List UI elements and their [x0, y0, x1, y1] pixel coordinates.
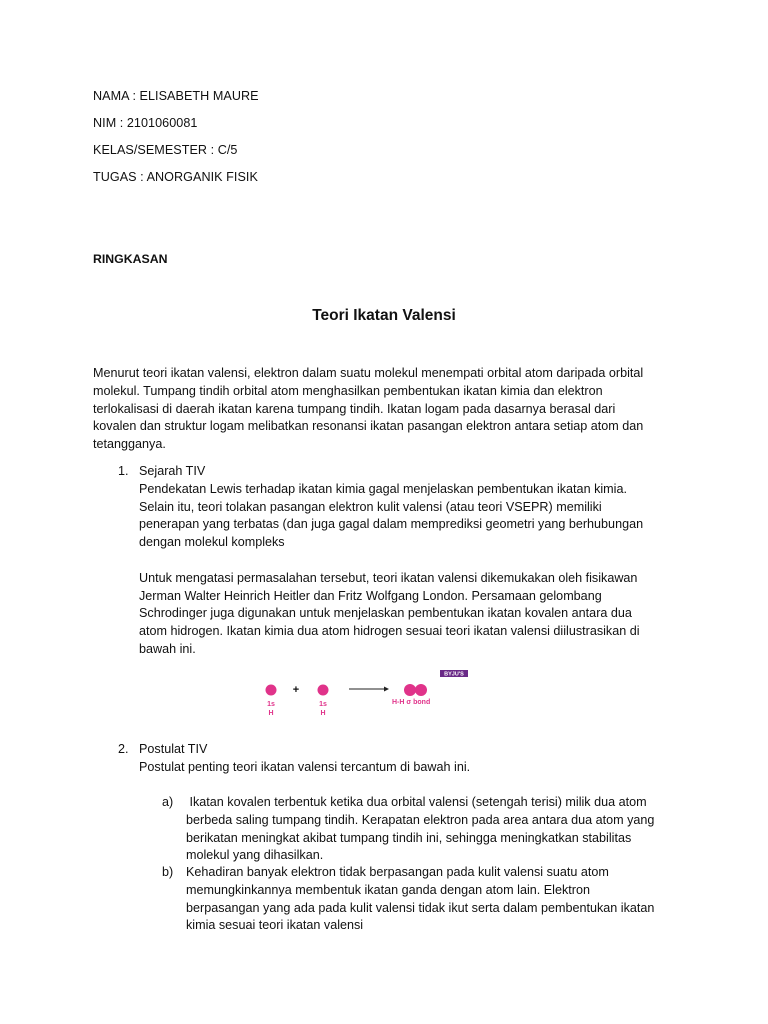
item-heading: Sejarah TIV [139, 464, 206, 478]
item-text-line: Postulat penting teori ikatan valensi tercantum di bawah ini. [139, 759, 471, 774]
item-text-line: atom hidrogen. Ikatan kimia dua atom hidrogen sesuai teori ikatan valensi diilustrasikan di [139, 624, 640, 639]
intro-line: kovalen dan struktur logam melibatkan resonansi ikatan pasangan elektron antara setiap atom dan [93, 419, 644, 434]
sub-text-line: Ikatan kovalen terbentuk ketika dua orbital valensi (setengah terisi) milik dua atom [186, 795, 647, 809]
item-text-line: Untuk mengatasi permasalahan tersebut, teori ikatan valensi dikemukakan oleh fisikawan [139, 570, 638, 585]
atom-1-orbital [266, 685, 277, 696]
item-text-line: Schrodinger juga digunakan untuk menjelaskan pembentukan ikatan kovalen antara dua [139, 606, 632, 621]
item-text-line: Pendekatan Lewis terhadap ikatan kimia gagal menjelaskan pembentukan ikatan kimia. [139, 481, 627, 496]
reaction-arrow [349, 687, 389, 692]
sigma-bond-label: H-H σ bond [392, 699, 431, 706]
list-number-1: 1. [118, 464, 129, 478]
section-heading: RINGKASAN [93, 252, 168, 266]
item-text-line: bawah ini. [139, 641, 196, 656]
bonded-atom-2 [415, 684, 427, 696]
sub-text-line: Kehadiran banyak elektron tidak berpasangan pada kulit valensi suatu atom [186, 865, 609, 879]
item-heading: Postulat TIV [139, 742, 208, 756]
atom-2-orbital [318, 685, 329, 696]
bonded-atom-1 [404, 684, 416, 696]
sub-marker-b: b) [162, 865, 174, 879]
logo-text: BYJU'S [444, 671, 464, 678]
blank-line [139, 552, 699, 570]
sub-marker-a: a) [162, 795, 174, 809]
intro-line: molekul. Tumpang tindih orbital atom menghasilkan pembentukan ikatan kimia dan elektron [93, 383, 603, 398]
sub-item-b [186, 864, 706, 935]
plus-sign: + [292, 684, 300, 696]
list-item-postulat [139, 741, 699, 777]
item-text-line: penerapan yang terbatas (dan juga gagal dalam memprediksi geometri yang berhubungan [139, 517, 644, 532]
sub-text-line: berpasangan yang ada pada kulit valensi tidak ikut serta dalam pembentukan ikatan [186, 900, 655, 915]
atom-2-orbital-label: 1s [319, 701, 327, 708]
list-number-2: 2. [118, 742, 129, 756]
atom-1-symbol: H [268, 710, 274, 717]
list-item-sejarah [139, 463, 699, 659]
student-name: NAMA : ELISABETH MAURE [93, 89, 259, 103]
class-semester: KELAS/SEMESTER : C/5 [93, 143, 238, 157]
atom-1-orbital-label: 1s [267, 701, 275, 708]
sub-text-line: berbeda saling tumpang tindih. Kerapatan elektron pada area antara dua atom yang [186, 812, 655, 827]
assignment: TUGAS : ANORGANIK FISIK [93, 170, 258, 184]
intro-paragraph [93, 365, 693, 454]
student-nim: NIM : 2101060081 [93, 116, 198, 130]
intro-line: tetangganya. [93, 437, 166, 452]
sub-text-line: kimia sesuai teori ikatan valensi [186, 918, 364, 933]
intro-line: terlokalisasi di daerah ikatan karena tumpang tindih. Ikatan logam pada dasarnya berasal dari [93, 401, 616, 416]
item-text-line: Jerman Walter Heinrich Heitler dan Fritz Wolfgang London. Persamaan gelombang [139, 588, 602, 603]
sub-item-a [186, 794, 706, 865]
document-title: Teori Ikatan Valensi [312, 307, 456, 324]
hydrogen-bond-figure [252, 668, 474, 722]
item-text-line: dengan molekul kompleks [139, 535, 285, 550]
sub-text-line: molekul yang dihasilkan. [186, 848, 324, 863]
intro-line: Menurut teori ikatan valensi, elektron dalam suatu molekul menempati orbital atom daripada orbital [93, 366, 644, 380]
sub-text-line: berikatan meningkat akibat tumpang tindih ini, sehingga meningkatkan stabilitas [186, 830, 632, 845]
sub-text-line: memungkinkannya membentuk ikatan ganda dengan atom lain. Elektron [186, 882, 590, 897]
item-text-line: Selain itu, teori tolakan pasangan elektron kulit valensi (atau teori VSEPR) memiliki [139, 499, 602, 514]
atom-2-symbol: H [320, 710, 326, 717]
